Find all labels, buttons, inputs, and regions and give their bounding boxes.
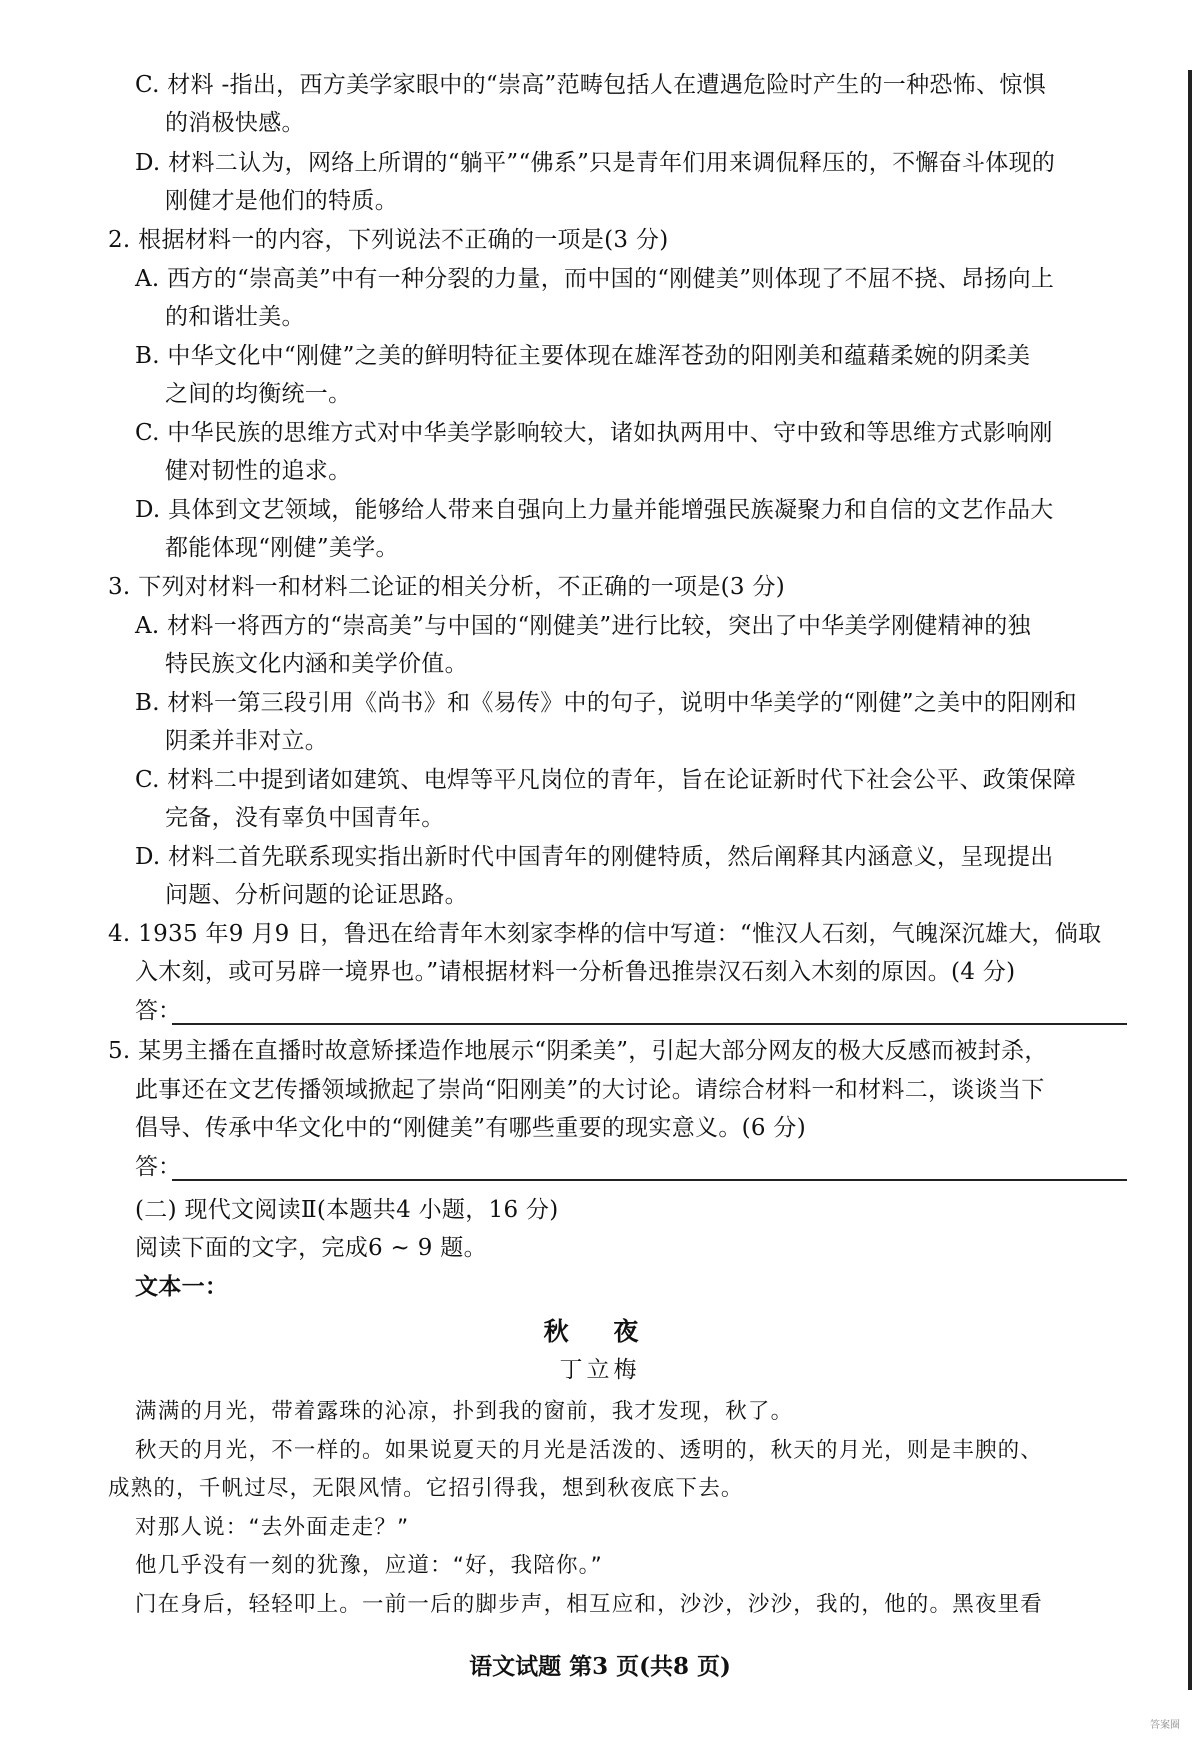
q4-answer-label: 答： [135,998,181,1024]
q4-answer-line[interactable] [172,1022,1127,1025]
story-author: 丁立梅 [559,1357,641,1383]
q1-option-d-line2: 刚健才是他们的特质。 [165,188,398,214]
q3-option-b-line1: B. 材料一第三段引用《尚书》和《易传》中的句子，说明中华美学的“刚健”之美中的阳刚和 [135,690,1077,716]
q5-stem-line1: 5. 某男主播在直播时故意矫揉造作地展示“阴柔美”，引起大部分网友的极大反感而被封杀， [108,1038,1048,1064]
q1-option-c-line2: 的消极快感。 [165,110,305,136]
q3-stem: 3. 下列对材料一和材料二论证的相关分析，不正确的一项是(3 分) [108,574,786,600]
q5-answer-line[interactable] [172,1178,1127,1181]
q3-option-d-line2: 问题、分析问题的论证思路。 [165,882,468,908]
q1-option-d-line1: D. 材料二认为，网络上所谓的“躺平”“佛系”只是青年们用来调侃释压的，不懈奋斗体现的 [135,150,1056,176]
q5-answer-label: 答： [135,1154,181,1180]
q3-option-c-line1: C. 材料二中提到诸如建筑、电焊等平凡岗位的青年，旨在论证新时代下社会公平、政策保障 [135,767,1076,793]
story-paragraph-3: 对那人说：“去外面走走？” [135,1515,410,1540]
q2-option-c-line2: 健对韧性的追求。 [165,458,352,484]
scan-edge-shadow [1188,70,1192,1690]
story-paragraph-5: 门在身后，轻轻叩上。一前一后的脚步声，相互应和，沙沙，沙沙，我的，他的。黑夜里看 [135,1592,1044,1617]
story-paragraph-2-line1: 秋天的月光，不一样的。如果说夏天的月光是活泼的、透明的，秋天的月光，则是丰腴的、 [135,1438,1044,1463]
q1-option-c-line1: C. 材料 -指出，西方美学家眼中的“崇高”范畴包括人在遭遇危险时产生的一种恐怖、惊惧 [135,72,1046,98]
watermark-logo: 答案圈 [1150,1720,1180,1731]
q2-option-a-line2: 的和谐壮美。 [165,304,305,330]
q3-option-a-line1: A. 材料一将西方的“崇高美”与中国的“刚健美”进行比较，突出了中华美学刚健精神的独 [135,613,1031,639]
q5-stem-line2: 此事还在文艺传播领域掀起了崇尚“阳刚美”的大讨论。请综合材料一和材料二，谈谈当下 [135,1077,1045,1103]
q2-option-d-line1: D. 具体到文艺领域，能够给人带来自强向上力量并能增强民族凝聚力和自信的文艺作品大 [135,497,1054,523]
q2-option-a-line1: A. 西方的“崇高美”中有一种分裂的力量，而中国的“刚健美”则体现了不屈不挠、昂扬向上 [135,266,1055,292]
q3-option-d-line1: D. 材料二首先联系现实指出新时代中国青年的刚健特质，然后阐释其内涵意义，呈现提出 [135,844,1054,870]
story-paragraph-2-line2: 成熟的，千帆过尽，无限风情。它招引得我，想到秋夜底下去。 [108,1476,744,1501]
q4-stem-line1: 4. 1935 年9 月9 日，鲁迅在给青年木刻家李桦的信中写道：“惟汉人石刻，气魄深沉雄大，倘取 [108,921,1102,947]
story-title: 秋 夜 [543,1317,657,1346]
q2-option-d-line2: 都能体现“刚健”美学。 [165,535,399,561]
story-paragraph-4: 他几乎没有一刻的犹豫，应道：“好，我陪你。” [135,1553,603,1578]
q5-stem-line3: 倡导、传承中华文化中的“刚健美”有哪些重要的现实意义。(6 分) [135,1115,807,1141]
q2-option-b-line1: B. 中华文化中“刚健”之美的鲜明特征主要体现在雄浑苍劲的阳刚美和蕴藉柔婉的阴柔美 [135,343,1031,369]
text-one-label: 文本一： [135,1273,229,1300]
story-paragraph-1: 满满的月光，带着露珠的沁凉，扑到我的窗前，我才发现，秋了。 [135,1399,794,1424]
q3-option-a-line2: 特民族文化内涵和美学价值。 [165,651,468,677]
section2-heading: (二) 现代文阅读Ⅱ(本题共4 小题，16 分) [135,1197,559,1223]
page-footer: 语文试题 第3 页(共8 页) [469,1653,731,1680]
q3-option-c-line2: 完备，没有辜负中国青年。 [165,805,445,831]
q2-stem: 2. 根据材料一的内容，下列说法不正确的一项是(3 分) [108,227,669,253]
q4-stem-line2: 入木刻，或可另辟一境界也。”请根据材料一分析鲁迅推崇汉石刻入木刻的原因。(4 分) [135,959,1016,985]
section2-instruction: 阅读下面的文字，完成6 ~ 9 题。 [135,1235,487,1261]
q3-option-b-line2: 阴柔并非对立。 [165,728,329,754]
q2-option-b-line2: 之间的均衡统一。 [165,381,352,407]
q2-option-c-line1: C. 中华民族的思维方式对中华美学影响较大，诸如执两用中、守中致和等思维方式影响刚 [135,420,1053,446]
